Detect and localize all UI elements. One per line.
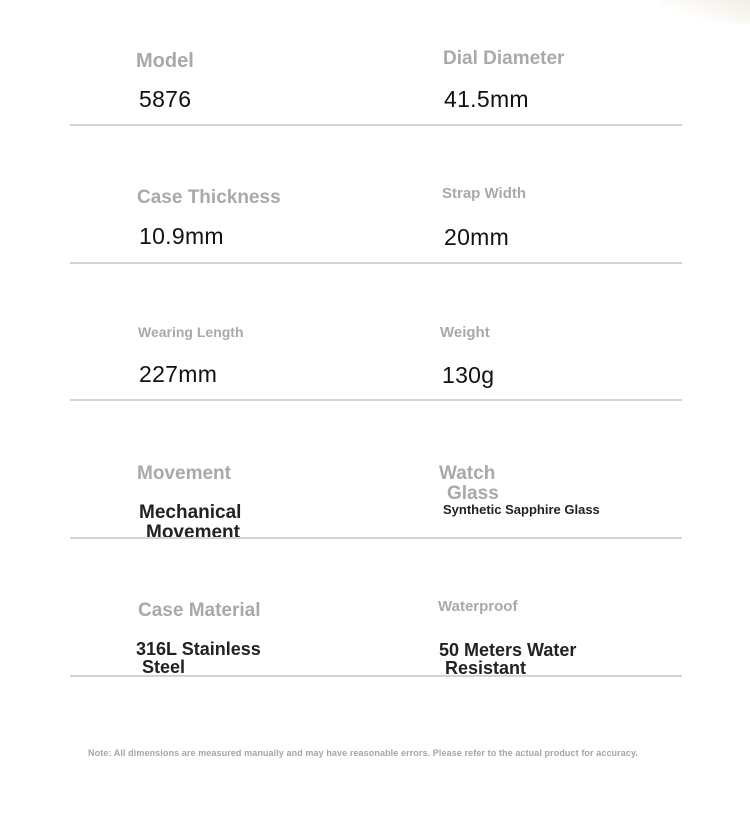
spec-label-watch-glass-line1: Watch	[439, 463, 496, 484]
disclaimer-note: Note: All dimensions are measured manually and may have reasonable errors. Please refer to the actual product for accuracy.	[88, 748, 638, 758]
spec-value-watch-glass: Synthetic Sapphire Glass	[443, 502, 600, 517]
corner-glare-decoration	[660, 0, 750, 24]
spec-label-wearing-length: Wearing Length	[138, 324, 244, 340]
spec-value-case-thickness: 10.9mm	[139, 223, 224, 249]
spec-label-model: Model	[136, 50, 194, 72]
spec-value-movement-line2: Movement	[146, 522, 240, 543]
spec-label-strap-width: Strap Width	[442, 185, 527, 202]
row-divider	[70, 262, 682, 264]
spec-value-model: 5876	[139, 86, 192, 112]
spec-label-weight: Weight	[440, 324, 490, 341]
spec-label-waterproof: Waterproof	[438, 598, 518, 615]
spec-label-watch-glass-line2: Glass	[447, 483, 499, 504]
spec-value-case-material-line2: Steel	[142, 657, 186, 677]
row-divider	[70, 537, 682, 539]
spec-value-waterproof-line1: 50 Meters Water	[439, 640, 577, 660]
spec-value-waterproof-line2: Resistant	[445, 658, 527, 678]
spec-value-movement-line1: Mechanical	[139, 502, 242, 523]
row-divider	[70, 124, 682, 126]
spec-label-dial-diameter: Dial Diameter	[443, 48, 565, 69]
spec-label-case-material: Case Material	[138, 600, 261, 621]
row-divider	[70, 675, 682, 677]
row-divider	[70, 399, 682, 401]
spec-value-wearing-length: 227mm	[139, 361, 218, 387]
spec-value-strap-width: 20mm	[444, 224, 510, 250]
spec-label-case-thickness: Case Thickness	[137, 187, 281, 208]
spec-value-case-material-line1: 316L Stainless	[136, 639, 261, 659]
spec-value-weight: 130g	[442, 362, 495, 388]
spec-value-dial-diameter: 41.5mm	[444, 86, 529, 112]
spec-label-movement: Movement	[137, 463, 231, 484]
